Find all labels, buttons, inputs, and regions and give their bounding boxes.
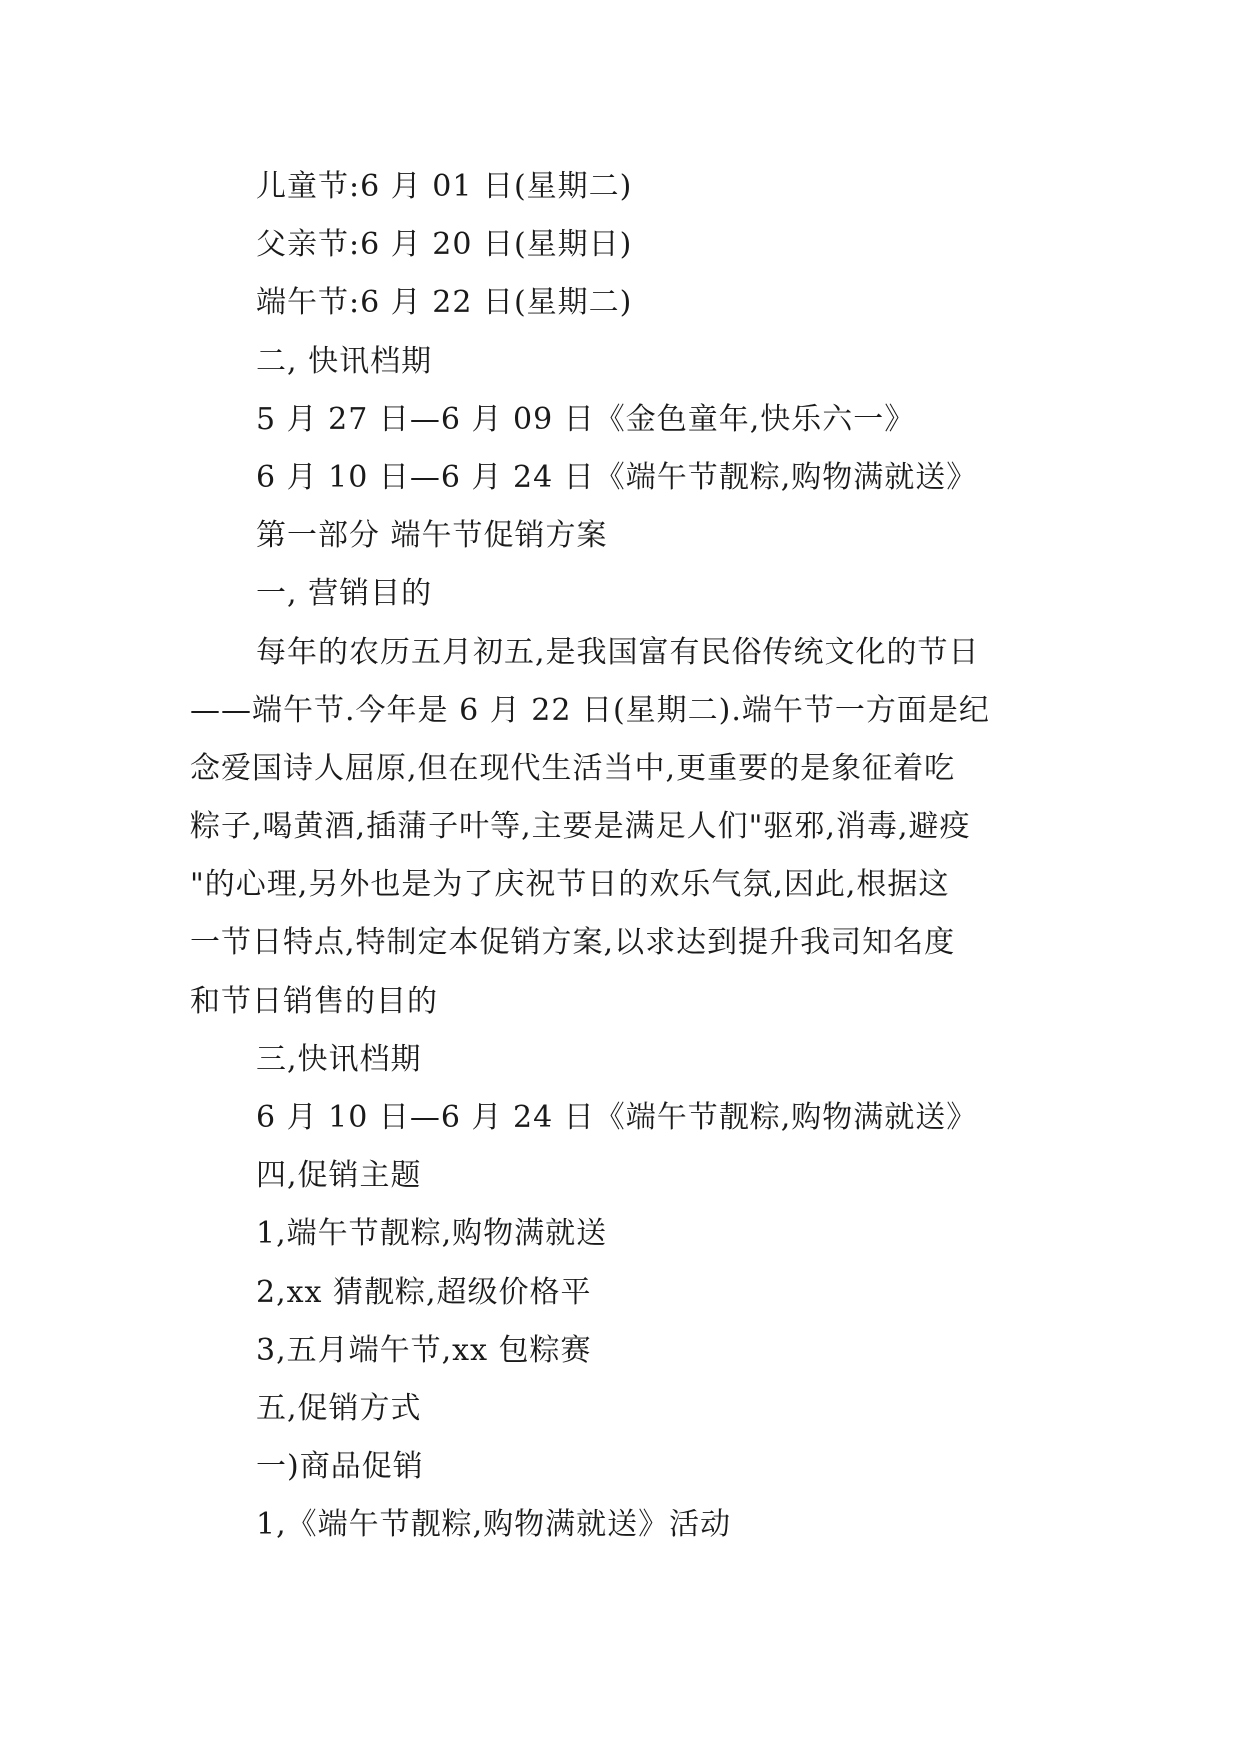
- section-heading-promo-theme: 四,促销主题: [256, 1158, 422, 1194]
- part-one-heading: 第一部分 端午节促销方案: [256, 518, 608, 554]
- holiday-childrens-day: 儿童节:6 月 01 日(星期二): [256, 169, 633, 204]
- holiday-fathers-day: 父亲节:6 月 20 日(星期日): [256, 227, 633, 263]
- promo-theme-item-2: 2,xx 猜靓粽,超级价格平: [256, 1274, 592, 1310]
- section-heading-promo-method: 五,促销方式: [256, 1390, 422, 1426]
- section-heading-flyer-schedule-3: 三,快讯档期: [256, 1041, 422, 1077]
- promo-theme-item-3: 3,五月端午节,xx 包粽赛: [256, 1332, 592, 1368]
- section-heading-flyer-schedule: 二, 快讯档期: [256, 343, 433, 379]
- activity-item-1: 1,《端午节靓粽,购物满就送》活动: [256, 1507, 732, 1543]
- paragraph-line: 粽子,喝黄酒,插蒲子叶等,主要是满足人们"驱邪,消毒,避疫: [190, 809, 971, 845]
- subsection-heading-product-promo: 一)商品促销: [256, 1449, 424, 1485]
- paragraph-line: 每年的农历五月初五,是我国富有民俗传统文化的节日: [256, 634, 980, 670]
- schedule-item-dragon-boat: 6 月 10 日—6 月 24 日《端午节靓粽,购物满就送》: [256, 459, 978, 495]
- schedule-item-childrens: 5 月 27 日—6 月 09 日《金色童年,快乐六一》: [256, 401, 916, 437]
- schedule-item-dragon-boat-2: 6 月 10 日—6 月 24 日《端午节靓粽,购物满就送》: [256, 1100, 978, 1135]
- holiday-dragon-boat: 端午节:6 月 22 日(星期二): [256, 285, 633, 321]
- paragraph-line: ——端午节.今年是 6 月 22 日(星期二).端午节一方面是纪: [190, 692, 990, 728]
- paragraph-line: 和节日销售的目的: [190, 983, 438, 1019]
- promo-theme-item-1: 1,端午节靓粽,购物满就送: [256, 1216, 608, 1252]
- section-heading-marketing-goal: 一, 营销目的: [256, 576, 433, 612]
- marketing-goal-paragraph: [190, 624, 1052, 1031]
- document-body: [190, 158, 1052, 1555]
- paragraph-line: 念爱国诗人屈原,但在现代生活当中,更重要的是象征着吃: [190, 750, 956, 786]
- paragraph-line: 一节日特点,特制定本促销方案,以求达到提升我司知名度: [190, 925, 956, 961]
- paragraph-line: "的心理,另外也是为了庆祝节日的欢乐气氛,因此,根据这: [190, 867, 950, 903]
